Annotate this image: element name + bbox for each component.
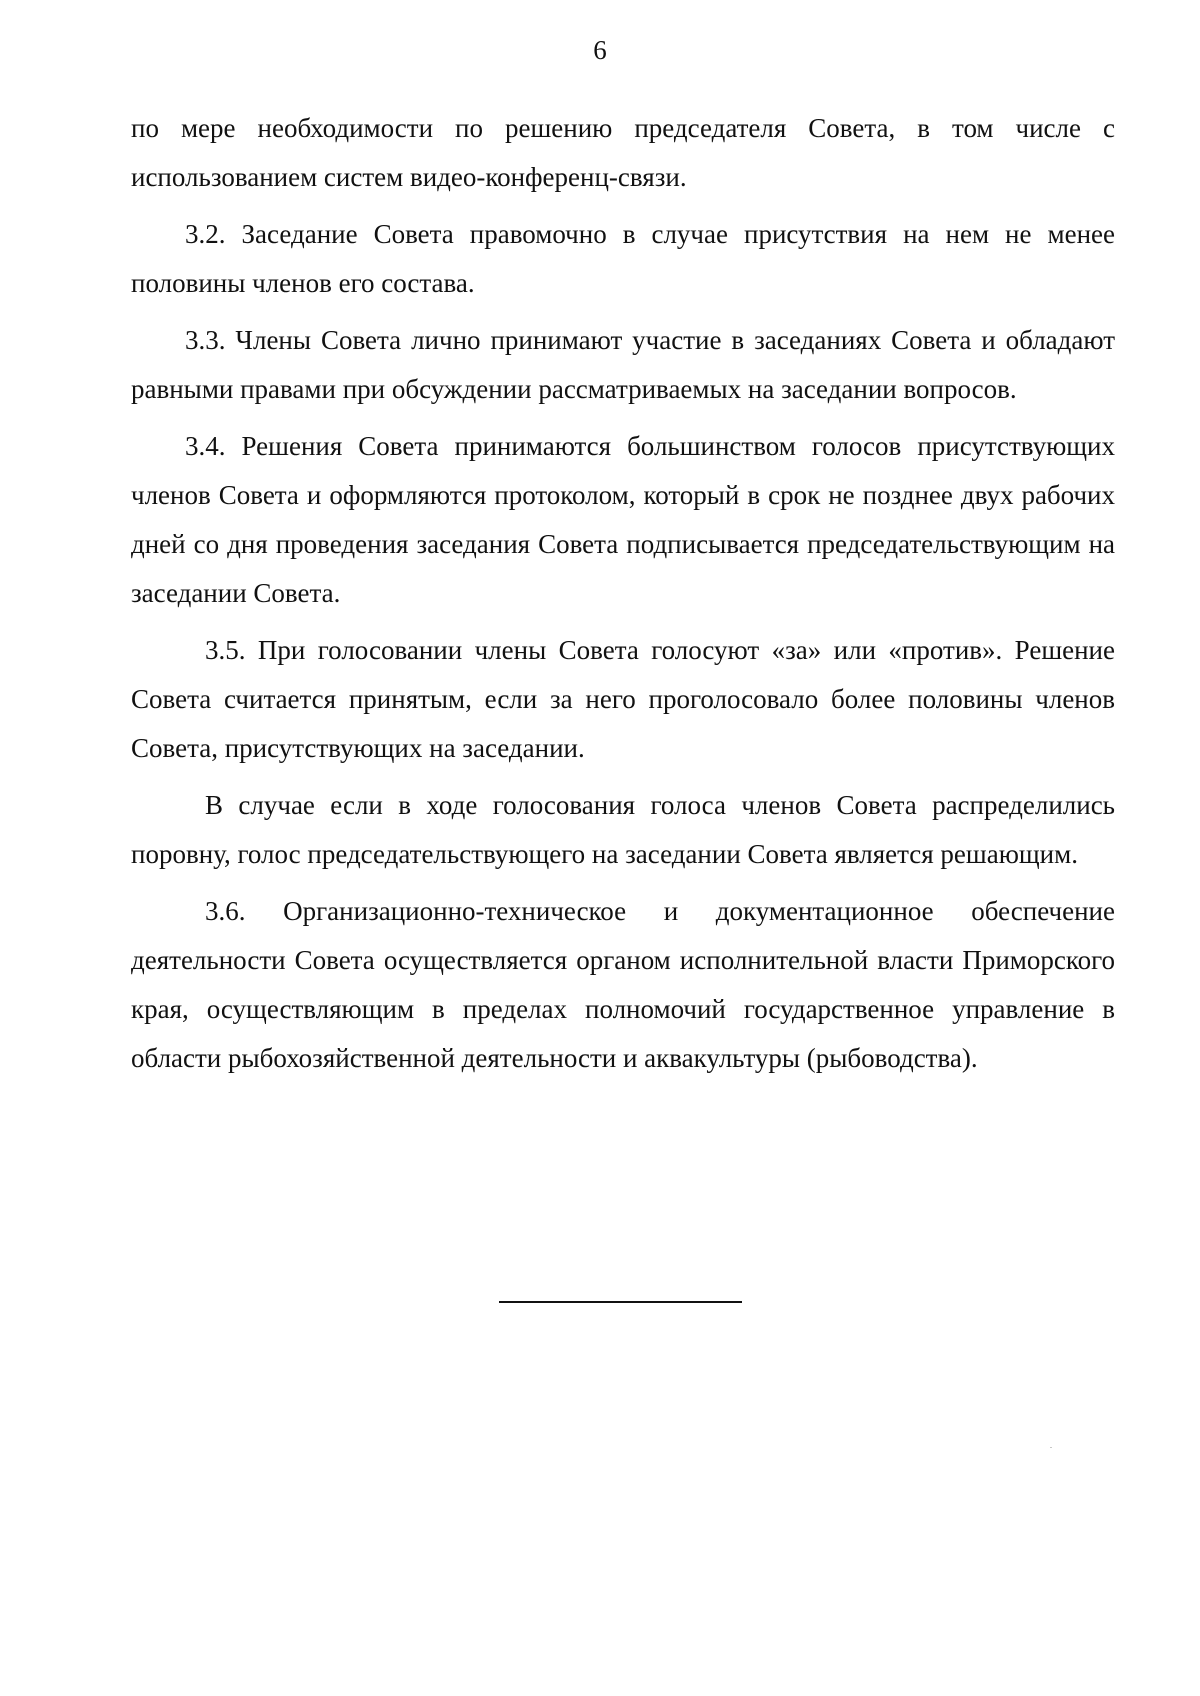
- paragraph-continuation: по мере необходимости по решению председателя Совета, в том числе с использованием систем видео-конференц-связи.: [131, 113, 1115, 192]
- page-number: 6: [593, 35, 607, 65]
- end-of-document-rule: [499, 1301, 742, 1303]
- paragraph-3-2: 3.2. Заседание Совета правомочно в случае присутствия на нем не менее половины членов его состава.: [131, 219, 1115, 298]
- scan-artifact: [1050, 1447, 1052, 1448]
- paragraph-3-3: 3.3. Члены Совета лично принимают участие в заседаниях Совета и обладают равными правами при обсуждении рассматриваемых на заседании вопросов.: [131, 325, 1115, 404]
- paragraph-3-6: 3.6. Организационно-техническое и документационное обеспечение деятельности Совета осуществляется органом исполнительной власти Приморского края, осуществляющим в пределах полномочий государственное управление в области рыбохозяйственной деятельности и аквакультуры (рыбоводства).: [131, 896, 1115, 1073]
- document-body: [131, 104, 1115, 1083]
- paragraph-3-5: 3.5. При голосовании члены Совета голосуют «за» или «против». Решение Совета считается принятым, если за него проголосовало более половины членов Совета, присутствующих на заседании.: [131, 635, 1115, 763]
- paragraph-tie-vote: В случае если в ходе голосования голоса членов Совета распределились поровну, голос председательствующего на заседании Совета является решающим.: [131, 790, 1115, 869]
- paragraph-3-4: 3.4. Решения Совета принимаются большинством голосов присутствующих членов Совета и оформляются протоколом, который в срок не позднее двух рабочих дней со дня проведения заседания Совета подписывается председательствующим на заседании Совета.: [131, 431, 1115, 608]
